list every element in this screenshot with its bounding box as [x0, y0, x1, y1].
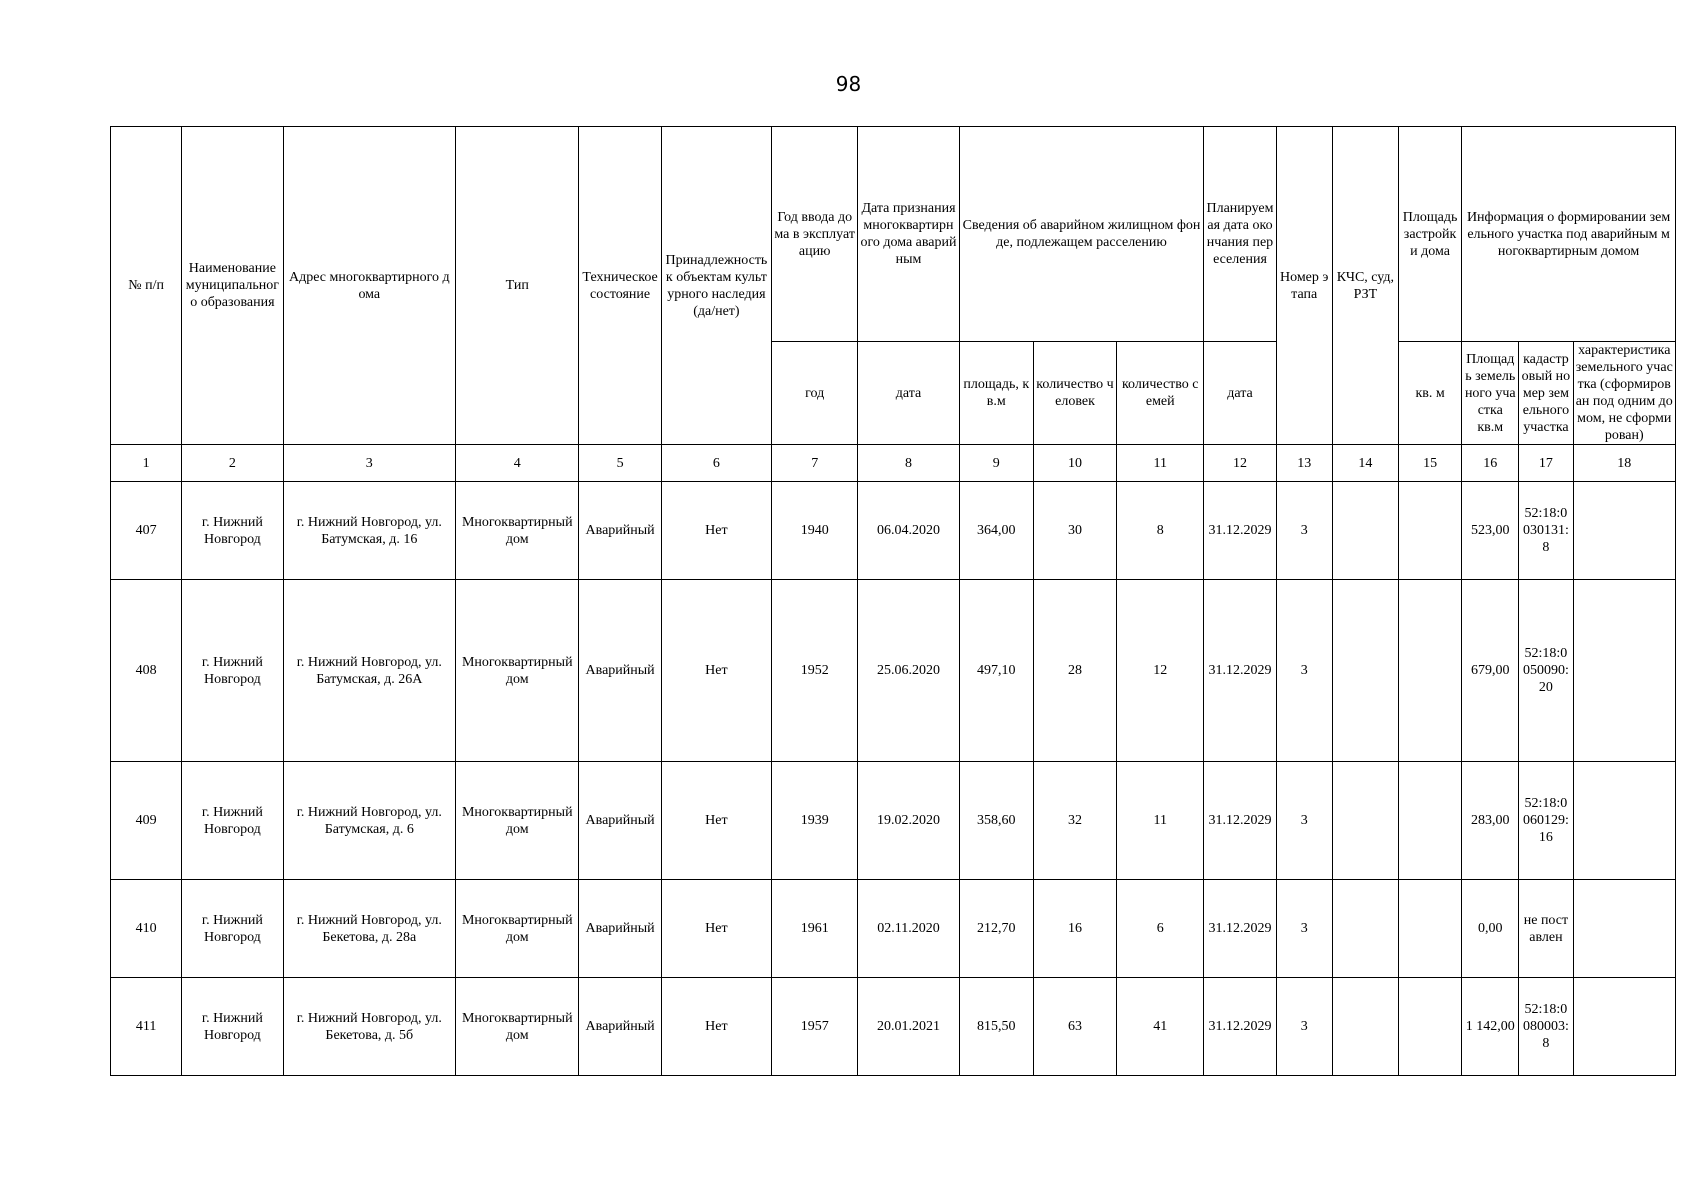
column-number: 16: [1462, 445, 1519, 482]
cell-area: 497,10: [959, 580, 1033, 762]
header-type: Тип: [456, 127, 579, 445]
header-land-area: [1462, 342, 1519, 445]
cell-cadastral: 52:18:0060129:16: [1519, 762, 1573, 880]
column-number: 10: [1033, 445, 1116, 482]
cell-municipality: г. Нижний Новгород: [182, 880, 283, 978]
cell-address: г. Нижний Новгород, ул. Батумская, д. 6: [283, 762, 456, 880]
cell-stage: 3: [1276, 482, 1332, 580]
cell-condition: Аварийный: [579, 482, 661, 580]
table-row: [111, 580, 1676, 762]
cell-date: 02.11.2020: [858, 880, 959, 978]
cell-kchs: [1332, 978, 1398, 1076]
cell-condition: Аварийный: [579, 762, 661, 880]
cell-year: 1961: [772, 880, 858, 978]
cell-kchs: [1332, 762, 1398, 880]
header-kchs: КЧС, суд, РЗТ: [1332, 127, 1398, 445]
cell-families: 8: [1117, 482, 1204, 580]
cell-num: 409: [111, 762, 182, 880]
cell-land-char: [1573, 580, 1675, 762]
cell-build-area: [1398, 580, 1461, 762]
cell-date: 19.02.2020: [858, 762, 959, 880]
cell-cadastral: не поставлен: [1519, 880, 1573, 978]
column-number: 11: [1117, 445, 1204, 482]
header-housing-info: Сведения об аварийном жилищном фонде, подлежащем расселению: [959, 127, 1204, 342]
cell-land-area: 1 142,00: [1462, 978, 1519, 1076]
column-number: 14: [1332, 445, 1398, 482]
cell-address: г. Нижний Новгород, ул. Батумская, д. 16: [283, 482, 456, 580]
subheader-date: дата: [858, 342, 959, 445]
cell-heritage: Нет: [661, 580, 771, 762]
cell-build-area: [1398, 978, 1461, 1076]
header-condition: Техническое состояние: [579, 127, 661, 445]
cell-land-area: 523,00: [1462, 482, 1519, 580]
cell-condition: Аварийный: [579, 978, 661, 1076]
column-number: 12: [1204, 445, 1276, 482]
page-number: 98: [835, 72, 862, 96]
cell-stage: 3: [1276, 978, 1332, 1076]
cell-year: 1957: [772, 978, 858, 1076]
cell-kchs: [1332, 580, 1398, 762]
subheader-people: количество человек: [1033, 342, 1116, 445]
cell-planned: 31.12.2029: [1204, 978, 1276, 1076]
header-land-char: характеристика земельного участка (сформирован под одним домом, не сформирован): [1573, 342, 1675, 445]
column-number: 1: [111, 445, 182, 482]
cell-num: 407: [111, 482, 182, 580]
cell-area: 364,00: [959, 482, 1033, 580]
cell-address: г. Нижний Новгород, ул. Бекетова, д. 5б: [283, 978, 456, 1076]
subheader-planned: дата: [1204, 342, 1276, 445]
cell-families: 6: [1117, 880, 1204, 978]
cell-land-char: [1573, 762, 1675, 880]
cell-cadastral: 52:18:0080003:8: [1519, 978, 1573, 1076]
subheader-build-unit: кв. м: [1398, 342, 1461, 445]
cell-type: Многоквартирный дом: [456, 482, 579, 580]
header-year-built: Год ввода дома в эксплуатацию: [772, 127, 858, 342]
cell-type: Многоквартирный дом: [456, 580, 579, 762]
cell-families: 41: [1117, 978, 1204, 1076]
table-row: [111, 978, 1676, 1076]
cell-year: 1940: [772, 482, 858, 580]
cell-municipality: г. Нижний Новгород: [182, 482, 283, 580]
cell-people: 32: [1033, 762, 1116, 880]
cell-area: 212,70: [959, 880, 1033, 978]
cell-stage: 3: [1276, 580, 1332, 762]
cell-area: 358,60: [959, 762, 1033, 880]
cell-municipality: г. Нижний Новгород: [182, 978, 283, 1076]
subheader-area: площадь, кв.м: [959, 342, 1033, 445]
column-number: 7: [772, 445, 858, 482]
header-num: № п/п: [111, 127, 182, 445]
cell-families: 11: [1117, 762, 1204, 880]
column-number: 3: [283, 445, 456, 482]
table-row: [111, 762, 1676, 880]
header-address: Адрес многоквартирного дома: [283, 127, 456, 445]
cell-planned: 31.12.2029: [1204, 580, 1276, 762]
cell-date: 06.04.2020: [858, 482, 959, 580]
header-row: [111, 127, 1676, 342]
cell-kchs: [1332, 880, 1398, 978]
cell-planned: 31.12.2029: [1204, 880, 1276, 978]
cell-heritage: Нет: [661, 978, 771, 1076]
cell-num: 411: [111, 978, 182, 1076]
cell-families: 12: [1117, 580, 1204, 762]
table-row: [111, 482, 1676, 580]
cell-stage: 3: [1276, 880, 1332, 978]
header-heritage: Принадлежность к объектам культурного наследия (да/нет): [661, 127, 771, 445]
column-number: 2: [182, 445, 283, 482]
header-stage: Номер этапа: [1276, 127, 1332, 445]
cell-condition: Аварийный: [579, 580, 661, 762]
cell-num: 410: [111, 880, 182, 978]
cell-municipality: г. Нижний Новгород: [182, 580, 283, 762]
column-number: 4: [456, 445, 579, 482]
header-build-area: Площадь застройки дома: [1398, 127, 1461, 342]
cell-year: 1939: [772, 762, 858, 880]
cell-land-area: 679,00: [1462, 580, 1519, 762]
cell-cadastral: 52:18:0050090:20: [1519, 580, 1573, 762]
cell-num: 408: [111, 580, 182, 762]
cell-type: Многоквартирный дом: [456, 762, 579, 880]
cell-build-area: [1398, 880, 1461, 978]
cell-heritage: Нет: [661, 762, 771, 880]
cell-area: 815,50: [959, 978, 1033, 1076]
cell-people: 28: [1033, 580, 1116, 762]
column-number: 18: [1573, 445, 1675, 482]
cell-build-area: [1398, 762, 1461, 880]
cell-planned: 31.12.2029: [1204, 482, 1276, 580]
cell-stage: 3: [1276, 762, 1332, 880]
header-date-recognized: Дата признания многоквартирного дома аварийным: [858, 127, 959, 342]
cell-address: г. Нижний Новгород, ул. Батумская, д. 26А: [283, 580, 456, 762]
subheader-year: год: [772, 342, 858, 445]
subheader-families: количество семей: [1117, 342, 1204, 445]
column-number: 13: [1276, 445, 1332, 482]
cell-year: 1952: [772, 580, 858, 762]
cell-people: 63: [1033, 978, 1116, 1076]
table-row: [111, 880, 1676, 978]
header-land-area-label: Площадь земельного участка: [1464, 351, 1516, 418]
column-number: 9: [959, 445, 1033, 482]
cell-heritage: Нет: [661, 482, 771, 580]
column-number-row: [111, 445, 1676, 482]
cell-land-char: [1573, 880, 1675, 978]
column-number: 6: [661, 445, 771, 482]
column-number: 5: [579, 445, 661, 482]
cell-date: 20.01.2021: [858, 978, 959, 1076]
emergency-housing-table: [110, 126, 1676, 1076]
header-municipality: Наименование муниципального образования: [182, 127, 283, 445]
cell-kchs: [1332, 482, 1398, 580]
cell-land-area: 0,00: [1462, 880, 1519, 978]
cell-people: 30: [1033, 482, 1116, 580]
cell-type: Многоквартирный дом: [456, 978, 579, 1076]
cell-type: Многоквартирный дом: [456, 880, 579, 978]
cell-build-area: [1398, 482, 1461, 580]
cell-heritage: Нет: [661, 880, 771, 978]
header-land-info: Информация о формировании земельного участка под аварийным многоквартирным домом: [1462, 127, 1676, 342]
cell-address: г. Нижний Новгород, ул. Бекетова, д. 28а: [283, 880, 456, 978]
column-number: 17: [1519, 445, 1573, 482]
header-cadastral: кадастровый номер земельного участка: [1519, 342, 1573, 445]
cell-condition: Аварийный: [579, 880, 661, 978]
subheader-land-unit: кв.м: [1477, 419, 1504, 435]
cell-planned: 31.12.2029: [1204, 762, 1276, 880]
cell-land-area: 283,00: [1462, 762, 1519, 880]
column-number: 8: [858, 445, 959, 482]
cell-cadastral: 52:18:0030131:8: [1519, 482, 1573, 580]
cell-land-char: [1573, 978, 1675, 1076]
header-planned-date: Планируемая дата окончания переселения: [1204, 127, 1276, 342]
cell-date: 25.06.2020: [858, 580, 959, 762]
cell-land-char: [1573, 482, 1675, 580]
cell-people: 16: [1033, 880, 1116, 978]
column-number: 15: [1398, 445, 1461, 482]
cell-municipality: г. Нижний Новгород: [182, 762, 283, 880]
